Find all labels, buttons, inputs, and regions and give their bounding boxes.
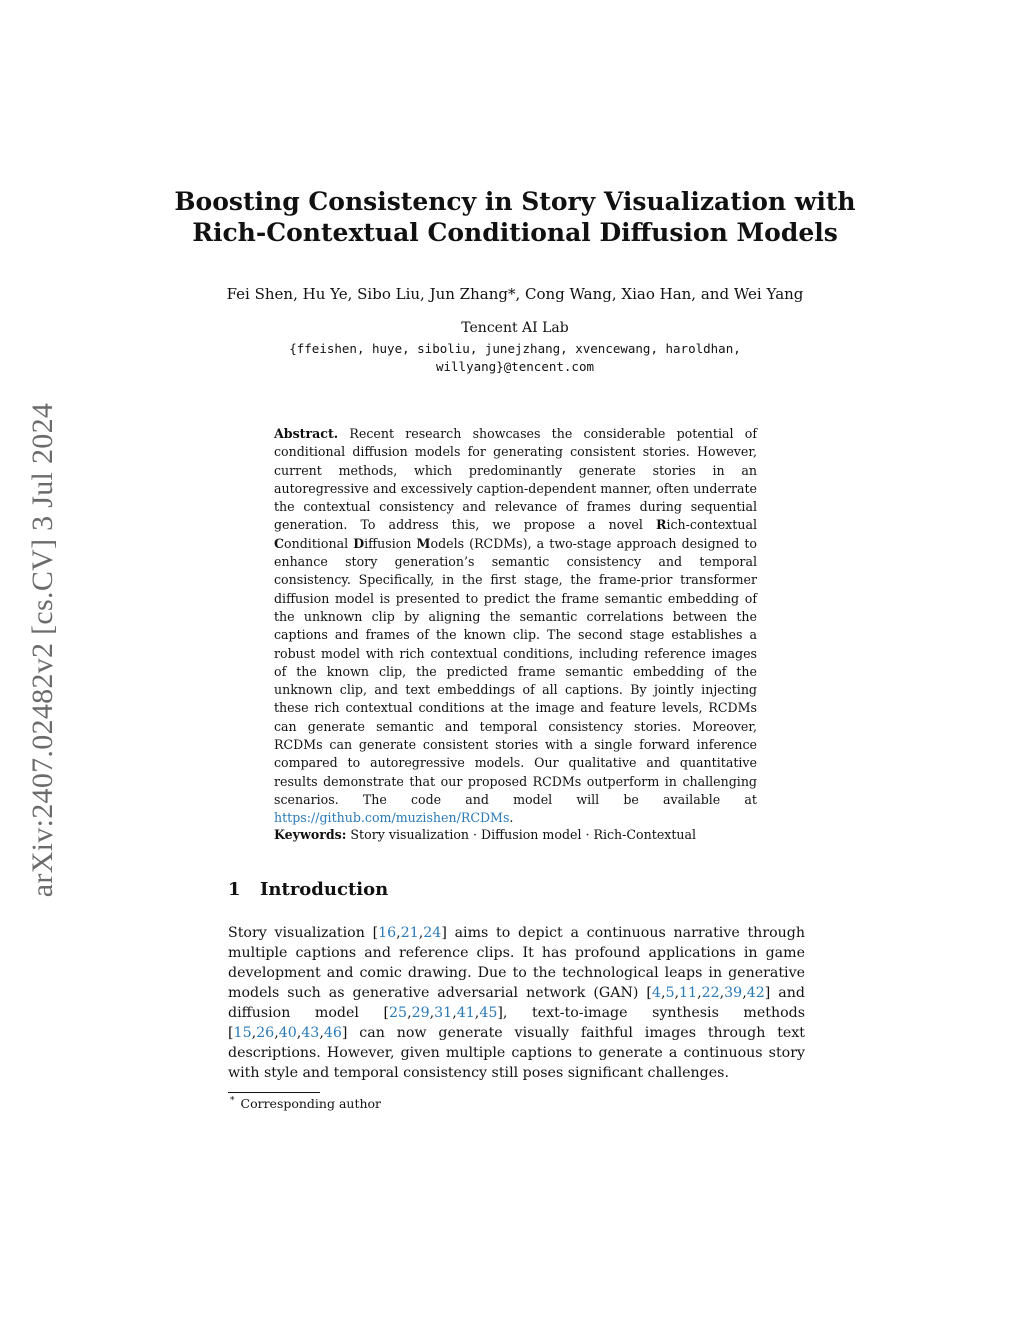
intro-text-1: Story visualization [ [228, 925, 379, 941]
citation-link[interactable]: 25 [389, 1005, 408, 1021]
abstract-label: Abstract. [274, 426, 339, 441]
acronym-d: D [353, 535, 365, 551]
emails-line-2: willyang}@tencent.com [435, 359, 595, 374]
citation-group-3: 25,29,31,41,45 [389, 1005, 498, 1021]
paper-title [150, 186, 880, 248]
citation-link[interactable]: 40 [278, 1025, 297, 1041]
citation-link[interactable]: 11 [679, 985, 698, 1001]
citation-link[interactable]: 24 [423, 925, 442, 941]
footnote-mark: * [230, 1096, 235, 1106]
citation-link[interactable]: 22 [701, 985, 720, 1001]
footnote [230, 1096, 381, 1111]
arxiv-identifier [18, 370, 68, 930]
citation-link[interactable]: 46 [323, 1025, 342, 1041]
citation-link[interactable]: 41 [456, 1005, 475, 1021]
citation-link[interactable]: 43 [301, 1025, 320, 1041]
code-repo-link[interactable]: https://github.com/muzishen/RCDMs [274, 810, 510, 826]
intro-text-2: ] aims to depict a continuous narrative through multiple captions and reference clips. It has profound applications in game development and comic drawing. Due to the technological leaps in generative models such as generative adversarial network (GAN) [ [228, 925, 806, 1001]
section-heading-introduction [228, 879, 388, 900]
acronym-m: M [416, 535, 431, 551]
acronym-r: R [656, 517, 667, 533]
citation-link[interactable]: 15 [233, 1025, 252, 1041]
affiliation: Tencent AI Lab [461, 320, 569, 336]
abstract-end: . [509, 810, 514, 826]
intro-text-5: ] can now generate visually faithful images through text descriptions. However, given multiple captions to generate a continuous story with style and temporal consistency still poses significant challenges. [228, 1025, 805, 1081]
abstract [274, 425, 757, 828]
citation-link[interactable]: 5 [665, 985, 675, 1001]
abstract-text-5: odels (RCDMs), a two-stage approach designed to enhance story generation’s semantic consistency and temporal consistency. Specifically, in the first stage, the frame-prior transformer diffusion model is presented to predict the frame semantic embedding of the unknown clip by aligning the semantic correlations between the captions and frames of the known clip. The second stage establishes a robust model with rich contextual conditions, including reference images of the known clip, the predicted frame semantic embedding of the unknown clip, and text embeddings of all captions. By jointly injecting these rich contextual conditions at the image and feature levels, RCDMs can generate semantic and temporal consistency stories. Moreover, RCDMs can generate consistent stories with a single forward inference compared to autoregressive models. Our qualitative and quantitative results demonstrate that our proposed RCDMs outperform in challenging scenarios. The code and model will be available at [274, 535, 757, 807]
footnote-rule [228, 1092, 320, 1093]
abstract-text-2: ich-contextual [666, 517, 757, 533]
keywords-text: Story visualization · Diffusion model · Rich-Contextual [346, 827, 697, 842]
citation-link[interactable]: 42 [746, 985, 765, 1001]
abstract-text-3: onditional [284, 535, 354, 551]
abstract-text-4: iffusion [364, 535, 417, 551]
citation-link[interactable]: 45 [479, 1005, 498, 1021]
acronym-c: C [274, 535, 285, 551]
citation-link[interactable]: 31 [434, 1005, 453, 1021]
paper-title-line-1: Boosting Consistency in Story Visualization with [174, 187, 856, 216]
citation-link[interactable]: 4 [651, 985, 661, 1001]
intro-text-3: ] and diffusion model [ [228, 985, 805, 1021]
keywords-label: Keywords: [274, 827, 347, 842]
citation-group-2: 4,5,11,22,39,42 [651, 985, 765, 1001]
keywords [274, 827, 794, 842]
citation-group-1: 16,21,24 [378, 925, 442, 941]
intro-text-4: ], text-to-image synthesis methods [ [228, 1005, 805, 1041]
citation-link[interactable]: 16 [378, 925, 397, 941]
citation-link[interactable]: 26 [256, 1025, 275, 1041]
emails-line-1: {ffeishen, huye, siboliu, junejzhang, xvencewang, haroldhan, [289, 341, 741, 356]
citation-link[interactable]: 21 [400, 925, 419, 941]
citation-group-4: 15,26,40,43,46 [233, 1025, 342, 1041]
citation-link[interactable]: 39 [724, 985, 743, 1001]
citation-link[interactable]: 29 [411, 1005, 430, 1021]
arxiv-identifier-text: arXiv:2407.02482v2 [cs.CV] 3 Jul 2024 [26, 402, 59, 898]
abstract-text-1: Recent research showcases the considerable potential of conditional diffusion models for generating consistent stories. However, current methods, which predominantly generate stories in an autoregressive and excessively caption-dependent manner, often underrate the contextual consistency and relevance of frames during sequential generation. To address this, we propose a novel [274, 426, 757, 533]
footnote-text: Corresponding author [240, 1096, 382, 1112]
section-title: Introduction [260, 879, 389, 900]
paper-title-line-2: Rich-Contextual Conditional Diffusion Models [192, 218, 838, 247]
author-emails [180, 340, 850, 376]
introduction-paragraph [228, 923, 805, 1083]
author-list: Fei Shen, Hu Ye, Sibo Liu, Jun Zhang*, Cong Wang, Xiao Han, and Wei Yang [226, 285, 804, 303]
section-number: 1 [228, 879, 241, 900]
